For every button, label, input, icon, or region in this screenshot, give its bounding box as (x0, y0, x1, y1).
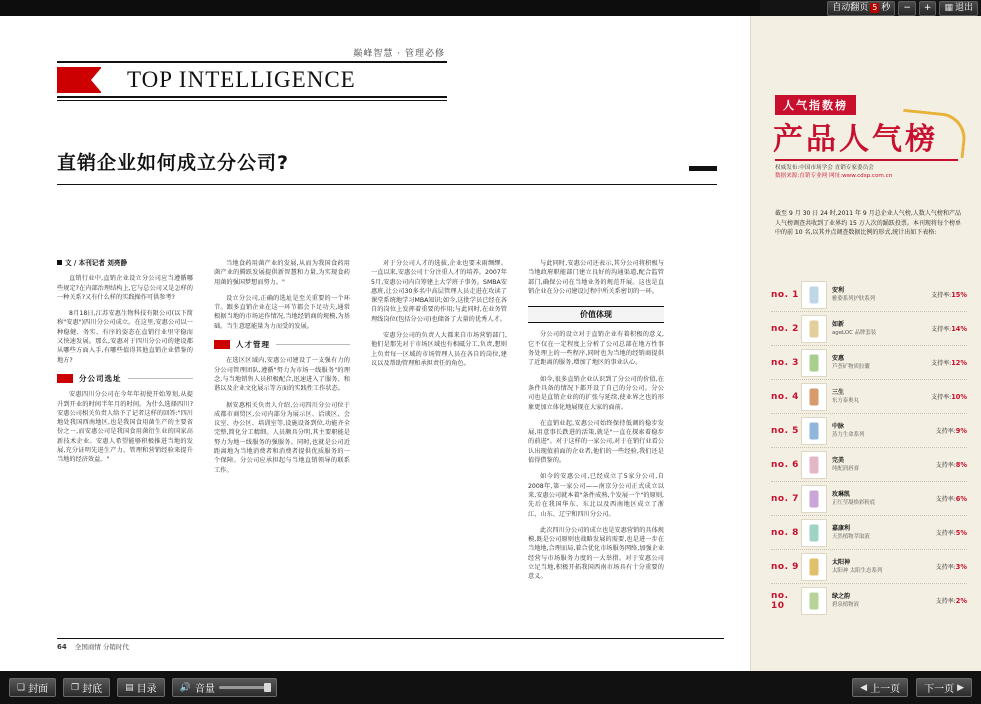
support-rate-value: 10% (951, 393, 967, 401)
product-brand: 太阳神 (832, 558, 851, 566)
paragraph: 8月18日,江苏安惠生物科技有限公司(以下简称"安惠")四川分公司成立。在这里,安惠公司以一种稳健、务实、有序的姿态在直销行业里守稳而又快速发展。那么,安惠对于四川分公司的建设都从哪些方面入手,有哪些值得其他直销企业借鉴的地方? (57, 310, 193, 364)
paragraph: 安惠四川分公司在今年年初使开始筹划,从提升到开业的时间半年月的时间。为什么选择四川?安惠公司相关负责人给予了记者这样的回答:"四川地处我国西南地区,也是我国食用菌生产的主要省份之一,而安惠公司是我国食用菌衍生业的国家高新技术企业。安惠人希望能够积极推进当地的发展,充分证明先进生产力、管理和营销经验来提升当地的经济效益。" (57, 391, 193, 464)
product-thumbnail (801, 349, 827, 377)
support-rate-label: 支持率: (931, 394, 952, 401)
paragraph: 据安惠相关负责人介绍,公司四川分公司位于成都市商贸区,公司内部分为展示区、洽谈区、会议室、办公区、培训室等,设施设备到位,功能齐全完整,简化分工精细。人员颇具分明,其主要职能是努力为地一线服务的强服务。同时,也就是公司近距离地为当地消费者和消费者提供优质服务的一个保障。分公司应承担起与当地直销领导的联系工作。 (214, 401, 350, 474)
ad-title: 产品人气榜 (773, 122, 938, 157)
ad-tag: 人气指数榜 (775, 95, 856, 115)
product-thumbnail (801, 383, 827, 411)
left-page[interactable] (0, 16, 750, 671)
support-rate-label: 支持率: (935, 564, 956, 571)
ad-credit-line1: 权威发布:中国市场学会 直销专家委员会 (775, 165, 874, 171)
contents-button[interactable] (117, 678, 165, 697)
product-brand: 安惠 (832, 354, 845, 362)
cover-label: 封面 (28, 684, 49, 695)
section-boxhead: 价值体现 (528, 306, 664, 323)
masthead (57, 46, 447, 101)
ad-credit (775, 164, 961, 180)
support-rate-label: 支持率: (935, 462, 956, 469)
list-item (771, 278, 967, 312)
subhead-rule (276, 344, 350, 345)
support-rate-label: 支持率: (935, 530, 956, 537)
rank-number: no. 7 (771, 493, 799, 504)
product-thumbnail (801, 417, 827, 445)
support-rate-value: 3% (955, 563, 967, 571)
product-brand: 如新 (832, 320, 845, 328)
rank-number: no. 8 (771, 527, 799, 538)
list-item (771, 448, 967, 482)
support-rate (931, 290, 967, 299)
list-item (771, 550, 967, 584)
zoom-out-button[interactable]: − (898, 1, 916, 16)
contents-label: 目录 (136, 684, 157, 695)
support-rate (936, 460, 967, 469)
list-icon: ▤ (125, 682, 134, 693)
paragraph: 在直销业起,安惠公司始终保持低调的稳步发展,用意事长跌进的活策,就是"一直在探索着稳步的前进"。对于这样的一家公司,对于在销行业看公认出现值前面的企业者,他们的一些经验,我们还是值得借鉴的。 (528, 419, 664, 465)
product-name: 天然植物萃取液 (832, 533, 870, 540)
article-columns (57, 259, 724, 639)
product-name: 蒸力生命系列 (832, 431, 865, 438)
product-brand: 三生 (832, 388, 845, 396)
product-thumbnail (801, 315, 827, 343)
ad-credit-line2: 数据来源:直销专业网 网址:www.cdsp.com.cn (775, 173, 893, 179)
product-brand: 绿之韵 (832, 592, 851, 600)
product-thumbnail (801, 587, 827, 615)
headline-rule (57, 184, 717, 185)
byline (57, 259, 193, 268)
rank-number: no. 3 (771, 357, 799, 368)
rank-number: no. 10 (771, 590, 789, 611)
grid-icon: ▦ (944, 2, 953, 13)
popularity-ranking-ad (751, 16, 981, 671)
rank-number: no. 9 (771, 561, 799, 572)
list-item (771, 414, 967, 448)
paragraph: 分公司的设立对于直销企业有着积极的意义,它不仅在一定程度上分析了公司总部在地方性事务处理上的一些程序,同时也为当地的经销商提供了近距离的服务,增加了地区的事业认心。 (528, 331, 664, 367)
subhead-bar-icon (57, 374, 73, 383)
product-name: 正红莹凝焕彩粉底 (832, 499, 876, 506)
cover-button[interactable] (9, 678, 56, 697)
support-rate-value: 5% (955, 529, 967, 537)
support-rate (931, 324, 967, 333)
list-item (771, 516, 967, 550)
paragraph: 与此同时,安惠公司还表示,其分公司将积极与当地政府职能部门建立良好的沟通渠道,配合监管部门,确保公司在当地业务的规范开展。这也是直销企业在分公司建设过程中所关系密切的一环。 (528, 260, 664, 295)
support-rate-label: 支持率: (935, 598, 956, 605)
exit-button[interactable] (939, 1, 978, 16)
product-thumbnail (801, 485, 827, 513)
support-rate-label: 支持率: (935, 428, 956, 435)
exit-label: 退出 (954, 2, 973, 13)
top-control-bar (760, 0, 981, 16)
paragraph: 设立分公司,正确的选址是至关重要的一个环节。跟多直销企业在这一环节都会下足功夫,通常根据当地的市场运作情况,当地经销商的规模,为基础。当生意愿能量为力而受的发展。 (214, 294, 350, 330)
autoflip-control[interactable] (827, 1, 895, 16)
subhead-rule (128, 378, 194, 379)
subhead-bar-icon (214, 340, 230, 349)
product-name: 雅姿系列护肤系列 (832, 295, 876, 302)
product-thumbnail (801, 519, 827, 547)
product-name: 碧泉植物液 (832, 601, 859, 608)
prev-page-label: 上一页 (870, 684, 901, 695)
next-page-label: 下一页 (924, 684, 955, 695)
masthead-flag-icon (57, 67, 101, 93)
page-title: 直销企业如何成立分公司? (57, 152, 290, 174)
article-column-1 (57, 259, 193, 639)
paragraph: 如今,很多直销企业认识到了分公司的价值,在条件具备的情况下都开设了自己的分公司。分公司也是直销企业的的扩张与延续,使业界之也的形象更加立体化地展现在大家的面前。 (528, 375, 664, 411)
product-name: 太阳神 太阳生态系列 (832, 567, 883, 574)
list-item (771, 312, 967, 346)
support-rate (931, 358, 967, 367)
ad-rule (775, 159, 958, 161)
byline-text: 文 / 本刊记者 刘亮静 (65, 259, 128, 267)
paragraph: 当地食药用菌产业的发展,从而为我国食药用菌产业的腾跃发展提供新智慧和力量,为实现食药用菌的强国梦想而努力。" (214, 260, 350, 286)
subhead-text: 分公司选址 (79, 373, 122, 383)
list-item (771, 482, 967, 516)
rank-number: no. 2 (771, 323, 799, 334)
support-rate-value: 14% (951, 325, 967, 333)
autoflip-label: 自动翻页 (832, 2, 869, 13)
product-brand: 玫琳凯 (832, 490, 851, 498)
book-cover-icon: ❏ (17, 682, 26, 693)
masthead-title: TOP INTELLIGENCE (127, 67, 356, 92)
volume-slider[interactable] (219, 686, 269, 689)
section-subhead-1 (57, 374, 193, 383)
footer-text: 全国商情 分销时代 (74, 643, 129, 651)
rank-number: no. 4 (771, 391, 799, 402)
paragraph: 直销行业中,直销企业设立分公司应当遵循哪些规定?在内部治理结构上,它与总公司又是怎样的一种关系?又有什么样的实践操作可供参考? (57, 275, 193, 301)
list-item (771, 346, 967, 380)
rank-number: no. 6 (771, 459, 799, 470)
paragraph: 此次四川分公司的成立也是安惠营销的具体规模,既是公司原则也战略发展的需要,也是进一步在当地地,合理而局,着合优化市场服务网络,加强企业经营与市场服务力度的一大举措。对于安惠公司立足当地,积极开拓我国西南市场具有十分重要的意义。 (528, 526, 664, 581)
rank-number: no. 1 (771, 289, 799, 300)
section-subhead-2 (214, 340, 350, 349)
product-name: 纯配润唇膏 (832, 465, 859, 472)
list-item (771, 380, 967, 414)
product-brand: 完美 (832, 456, 845, 464)
volume-slider-knob[interactable] (264, 683, 271, 692)
support-rate-value: 12% (951, 359, 967, 367)
support-rate (936, 528, 967, 537)
product-brand: 嘉康利 (832, 524, 851, 532)
support-rate-value: 9% (955, 427, 967, 435)
paragraph: 如今的安惠公司,已经成立了5家分公司,自2008年,第一家公司——南京分公司正式成立以来,安惠公司就本着"条件成熟,个发展一个"的原则,先后在我国华东、东北以及西南地区成立了浙江、山东、辽宁和四川分公司。 (528, 473, 664, 518)
support-rate (936, 596, 967, 605)
article-column-4 (528, 259, 664, 639)
book-back-icon: ❐ (71, 682, 80, 693)
arrow-right-icon: ▶ (957, 682, 964, 693)
paragraph: 在选区区域内,安惠公司建设了一支强有力的分公司管理团队,遵循"努力为市场一线服务"的理念,与当地销售人员积极配合,迅速进入了服务、和谐以及企业文化展示等方面的实践性工作状态。 (214, 357, 350, 393)
autoflip-seconds: 5 (872, 3, 878, 12)
paragraph: 安惠分公司的负责人大都来自市场营销部门,他们是那先对于市场区域也有相砥分工,负责,想则上负责每一区域的市场管理人员在各自的岗位,建议以及帮助管理和承担责任的角色。 (371, 332, 507, 367)
support-rate (936, 562, 967, 571)
article-headline-block (57, 148, 717, 185)
support-rate-label: 支持率: (935, 496, 956, 503)
speaker-icon: 🔊 (179, 682, 191, 693)
masthead-kicker: 巅峰智慧 · 管理必修 (353, 49, 445, 59)
support-rate-label: 支持率: (931, 292, 952, 299)
product-brand: 中脉 (832, 422, 845, 430)
page-footer (57, 638, 724, 651)
zoom-in-button[interactable]: + (919, 1, 937, 16)
paragraph: 对于分公司人才的选拔,企业也要未雨绸缪。一直以来,安惠公司十分注重人才的培养。2007年5月,安惠公司内自筹建上大学班子事务。SMBA安惠班,让公司30多名中高层管理人员走进在攻读了课堂系统地学习MBA知识;如今,这批学员已经在各自的岗位上发挥着重要的作用;与此同时,在业务管理线岗位(包括分公司)也储备了大量的优秀人才。 (371, 260, 507, 323)
support-rate-label: 支持率: (931, 360, 952, 367)
bottom-toolbar (0, 671, 981, 704)
article-column-3 (371, 259, 507, 639)
autoflip-unit: 秒 (881, 2, 891, 13)
magazine-viewer[interactable] (0, 16, 981, 671)
article-column-2 (214, 259, 350, 639)
product-thumbnail (801, 553, 827, 581)
product-name: 芦荟矿物质胶囊 (832, 363, 870, 370)
headline-block-mark (689, 166, 717, 171)
support-rate-value: 15% (951, 291, 967, 299)
product-brand: 安利 (832, 286, 845, 294)
next-page-button[interactable] (916, 678, 972, 697)
arrow-left-icon: ◀ (860, 682, 868, 693)
list-item (771, 584, 967, 617)
support-rate (931, 392, 967, 401)
product-name: 东方泰奥丸 (832, 397, 859, 404)
support-rate (936, 494, 967, 503)
volume-label: 音量 (194, 684, 215, 695)
page-number: 64 (57, 643, 67, 651)
rank-number: no. 5 (771, 425, 799, 436)
support-rate (936, 426, 967, 435)
bullet-icon (57, 260, 62, 265)
back-cover-label: 封底 (82, 684, 103, 695)
product-thumbnail (801, 281, 827, 309)
support-rate-value: 2% (955, 597, 967, 605)
subhead-text: 人才管理 (236, 340, 270, 350)
volume-control[interactable] (172, 678, 277, 697)
ranking-list (771, 278, 967, 617)
masthead-rule-bottom (57, 100, 447, 101)
support-rate-value: 8% (955, 461, 967, 469)
right-page[interactable] (750, 16, 981, 671)
masthead-rule-mid (57, 96, 447, 98)
product-name: ageLOC 品牌套装 (832, 329, 877, 336)
support-rate-label: 支持率: (931, 326, 952, 333)
prev-page-button[interactable] (852, 678, 908, 697)
masthead-rule-top (57, 61, 447, 63)
back-cover-button[interactable] (63, 678, 110, 697)
product-thumbnail (801, 451, 827, 479)
ad-description: 截至 9 月 30 日 24 时,2011 年 9 月总企业人气榜,人数人气榜和产品人气榜调查共收到了业界约 15 万人次的踊跃投票。本刊现将每个榜单中的前 10 名,以其并点调查数据比例的形式,统计出如下表格: (775, 210, 961, 236)
support-rate-value: 6% (955, 495, 967, 503)
